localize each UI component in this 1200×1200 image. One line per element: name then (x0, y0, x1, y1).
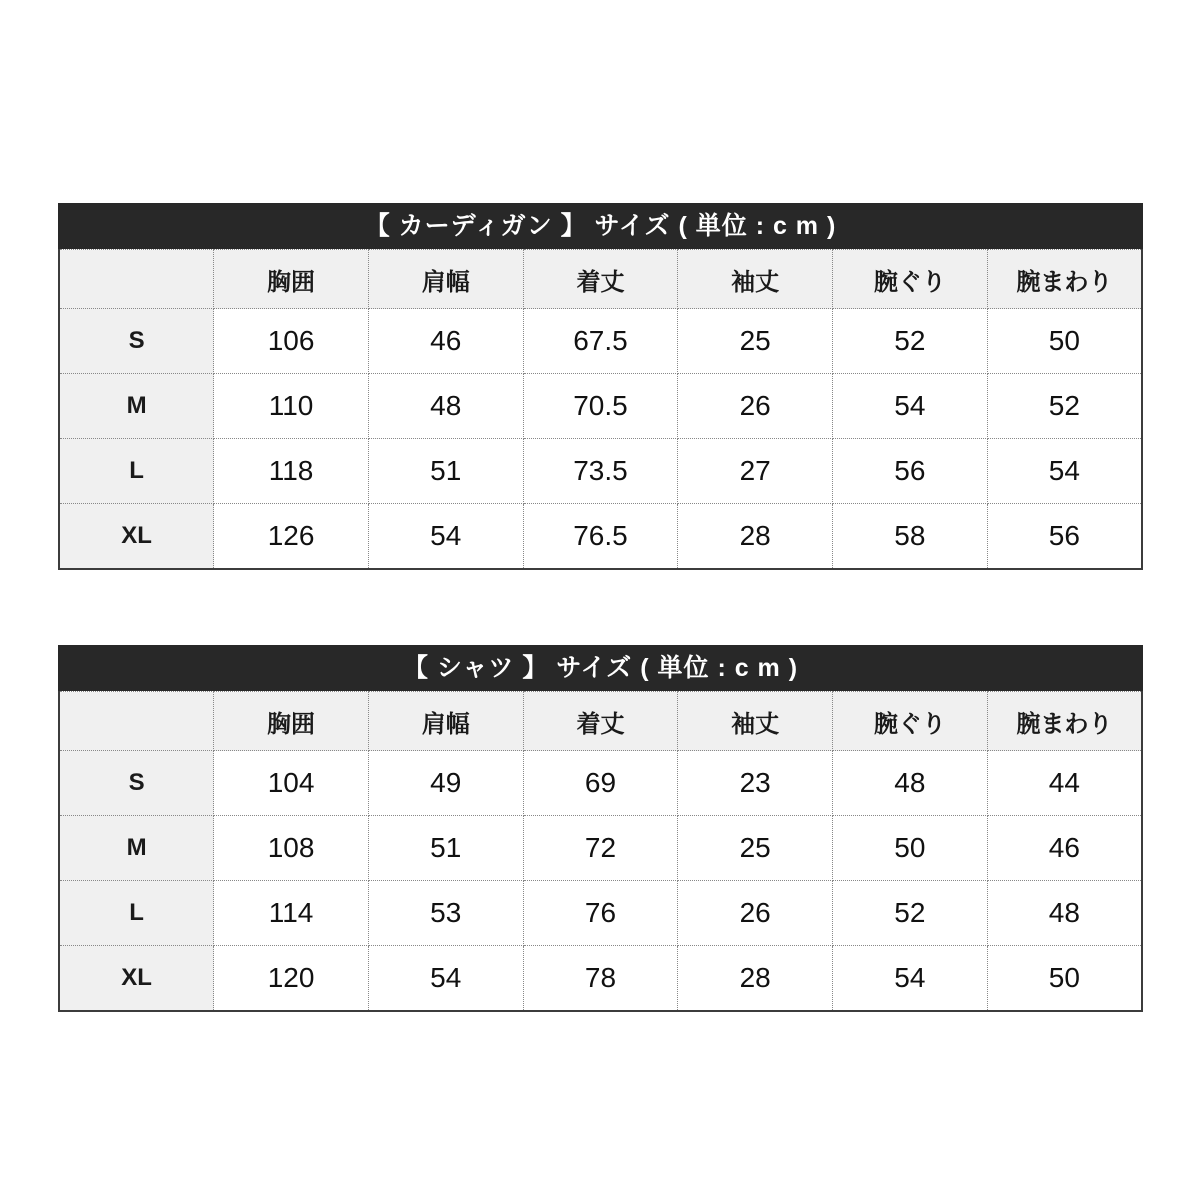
cardigan-table (58, 249, 1143, 570)
cell: 46 (987, 816, 1142, 881)
cell: 78 (523, 946, 678, 1011)
col-header-length: 着丈 (523, 692, 678, 751)
cell: 104 (214, 751, 369, 816)
cell: 56 (833, 439, 988, 504)
cell: 28 (678, 504, 833, 569)
cell: 106 (214, 309, 369, 374)
cell: 72 (523, 816, 678, 881)
cell: 54 (368, 504, 523, 569)
cell: 58 (833, 504, 988, 569)
cell: 67.5 (523, 309, 678, 374)
cardigan-header-row (59, 250, 1142, 309)
table-row-xl (59, 946, 1142, 1011)
cell: 44 (987, 751, 1142, 816)
size-label: XL (59, 504, 214, 569)
col-header-chest: 胸囲 (214, 692, 369, 751)
size-label: S (59, 751, 214, 816)
cell: 46 (368, 309, 523, 374)
size-label: L (59, 439, 214, 504)
cell: 76.5 (523, 504, 678, 569)
cell: 69 (523, 751, 678, 816)
corner-cell (59, 692, 214, 751)
cell: 52 (833, 309, 988, 374)
cell: 52 (987, 374, 1142, 439)
shirt-header-row (59, 692, 1142, 751)
table-row-l (59, 439, 1142, 504)
cell: 48 (368, 374, 523, 439)
cell: 108 (214, 816, 369, 881)
cell: 48 (987, 881, 1142, 946)
col-header-shoulder: 肩幅 (368, 250, 523, 309)
size-label: L (59, 881, 214, 946)
col-header-sleeve: 袖丈 (678, 250, 833, 309)
table-row-m (59, 374, 1142, 439)
table-row-s (59, 309, 1142, 374)
cell: 118 (214, 439, 369, 504)
cell: 110 (214, 374, 369, 439)
size-label: XL (59, 946, 214, 1011)
size-label: M (59, 374, 214, 439)
cell: 73.5 (523, 439, 678, 504)
cell: 51 (368, 439, 523, 504)
cell: 49 (368, 751, 523, 816)
cell: 27 (678, 439, 833, 504)
cell: 48 (833, 751, 988, 816)
cell: 70.5 (523, 374, 678, 439)
cell: 52 (833, 881, 988, 946)
col-header-armhole: 腕ぐり (833, 250, 988, 309)
cell: 126 (214, 504, 369, 569)
cell: 54 (833, 374, 988, 439)
cell: 28 (678, 946, 833, 1011)
cell: 23 (678, 751, 833, 816)
cell: 25 (678, 816, 833, 881)
cell: 26 (678, 374, 833, 439)
col-header-arm-circumference: 腕まわり (987, 250, 1142, 309)
cell: 56 (987, 504, 1142, 569)
shirt-table (58, 691, 1143, 1012)
cardigan-table-title: 【 カーディガン 】 サイズ ( 単位 : c m ) (58, 203, 1143, 249)
shirt-size-table (58, 645, 1143, 1012)
cell: 54 (833, 946, 988, 1011)
corner-cell (59, 250, 214, 309)
cell: 50 (987, 946, 1142, 1011)
size-label: S (59, 309, 214, 374)
shirt-table-title: 【 シャツ 】 サイズ ( 単位 : c m ) (58, 645, 1143, 691)
col-header-arm-circumference: 腕まわり (987, 692, 1142, 751)
cardigan-size-table (58, 203, 1143, 570)
col-header-length: 着丈 (523, 250, 678, 309)
size-label: M (59, 816, 214, 881)
cell: 50 (833, 816, 988, 881)
cell: 114 (214, 881, 369, 946)
cell: 120 (214, 946, 369, 1011)
cell: 26 (678, 881, 833, 946)
col-header-sleeve: 袖丈 (678, 692, 833, 751)
cell: 54 (987, 439, 1142, 504)
table-row-m (59, 816, 1142, 881)
cell: 54 (368, 946, 523, 1011)
cell: 76 (523, 881, 678, 946)
cell: 50 (987, 309, 1142, 374)
cell: 51 (368, 816, 523, 881)
col-header-shoulder: 肩幅 (368, 692, 523, 751)
table-row-l (59, 881, 1142, 946)
col-header-chest: 胸囲 (214, 250, 369, 309)
table-row-s (59, 751, 1142, 816)
cell: 53 (368, 881, 523, 946)
col-header-armhole: 腕ぐり (833, 692, 988, 751)
table-row-xl (59, 504, 1142, 569)
cell: 25 (678, 309, 833, 374)
